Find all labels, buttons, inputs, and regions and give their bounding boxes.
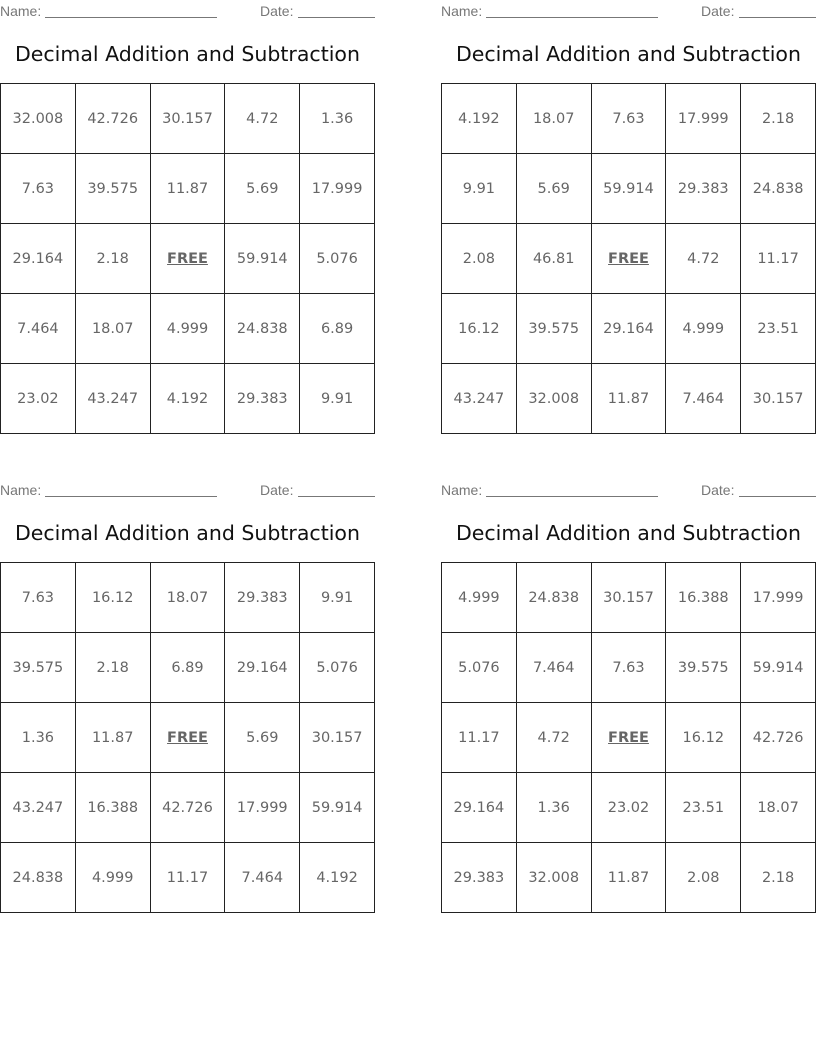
name-field[interactable] [486,496,658,497]
grid-cell[interactable]: 29.383 [666,154,741,224]
bingo-card-2 [441,0,816,440]
grid-cell[interactable]: 17.999 [666,84,741,154]
grid-row [442,364,816,434]
grid-cell[interactable]: 5.69 [225,154,300,224]
date-label: Date: [260,3,294,19]
date-field[interactable] [298,17,375,18]
name-field[interactable] [45,496,217,497]
grid-cell[interactable]: 4.72 [666,224,741,294]
grid-cell[interactable]: 32.008 [516,843,591,913]
grid-cell[interactable]: 43.247 [1,773,76,843]
grid-cell[interactable]: 2.18 [75,224,150,294]
grid-cell[interactable]: 16.388 [75,773,150,843]
grid-row [1,364,375,434]
grid-row [442,154,816,224]
grid-cell[interactable]: 29.164 [591,294,666,364]
grid-cell[interactable]: 16.388 [666,563,741,633]
name-field[interactable] [486,17,658,18]
grid-cell[interactable]: 42.726 [150,773,225,843]
date-field[interactable] [739,17,816,18]
worksheet-title: Decimal Addition and Subtraction [15,521,360,545]
grid-cell[interactable]: 2.18 [75,633,150,703]
grid-cell[interactable]: 39.575 [75,154,150,224]
grid-cell[interactable]: 7.464 [225,843,300,913]
name-label: Name: [0,3,42,19]
grid-cell[interactable]: 11.87 [591,843,666,913]
grid-cell[interactable]: 4.999 [75,843,150,913]
grid-cell[interactable]: 11.17 [741,224,816,294]
grid-cell[interactable]: 24.838 [1,843,76,913]
grid-cell[interactable]: 6.89 [150,633,225,703]
grid-row [1,703,375,773]
grid-row [442,294,816,364]
grid-cell[interactable]: 4.999 [442,563,517,633]
grid-cell[interactable]: 5.69 [516,154,591,224]
grid-cell[interactable]: 11.87 [591,364,666,434]
grid-cell[interactable]: 7.63 [591,633,666,703]
grid-cell[interactable]: 2.18 [741,843,816,913]
name-label: Name: [0,482,42,498]
grid-row [442,633,816,703]
grid-cell[interactable]: 17.999 [225,773,300,843]
card-header [0,482,375,498]
grid-cell[interactable]: 5.076 [300,224,375,294]
grid-cell[interactable]: 5.69 [225,703,300,773]
name-field[interactable] [45,17,217,18]
bingo-grid [0,562,375,913]
grid-cell[interactable]: 43.247 [442,364,517,434]
grid-cell[interactable]: 29.383 [225,364,300,434]
grid-cell[interactable]: 24.838 [225,294,300,364]
grid-cell[interactable]: 5.076 [300,633,375,703]
grid-cell[interactable]: 7.63 [1,154,76,224]
grid-cell[interactable]: 4.999 [150,294,225,364]
grid-cell[interactable]: 16.12 [442,294,517,364]
grid-cell[interactable]: 23.02 [591,773,666,843]
grid-cell[interactable]: 7.464 [1,294,76,364]
grid-cell[interactable]: 29.383 [225,563,300,633]
grid-row [1,633,375,703]
bingo-card-4 [441,479,816,919]
worksheet-title: Decimal Addition and Subtraction [456,42,801,66]
grid-cell[interactable]: 46.81 [516,224,591,294]
free-space-cell[interactable]: FREE [150,224,225,294]
grid-cell[interactable]: 4.192 [150,364,225,434]
grid-cell[interactable]: 16.12 [75,563,150,633]
grid-cell[interactable]: 1.36 [516,773,591,843]
grid-row [1,84,375,154]
grid-cell[interactable]: 11.17 [442,703,517,773]
grid-cell[interactable]: 39.575 [516,294,591,364]
grid-cell[interactable]: 43.247 [75,364,150,434]
grid-cell[interactable]: 1.36 [1,703,76,773]
grid-cell[interactable]: 6.89 [300,294,375,364]
grid-cell[interactable]: 18.07 [75,294,150,364]
bingo-card-1 [0,0,375,440]
bingo-card-3 [0,479,375,919]
date-label: Date: [701,482,735,498]
grid-cell[interactable]: 42.726 [741,703,816,773]
grid-row [1,224,375,294]
bingo-grid [0,83,375,434]
grid-row [1,563,375,633]
grid-cell[interactable]: 30.157 [150,84,225,154]
grid-cell[interactable]: 30.157 [741,364,816,434]
name-label: Name: [441,482,483,498]
grid-cell[interactable]: 24.838 [741,154,816,224]
grid-row [442,703,816,773]
grid-cell[interactable]: 5.076 [442,633,517,703]
grid-cell[interactable]: 4.192 [442,84,517,154]
grid-cell[interactable]: 32.008 [516,364,591,434]
grid-row [442,773,816,843]
grid-cell[interactable]: 42.726 [75,84,150,154]
grid-cell[interactable]: 23.51 [666,773,741,843]
grid-row [442,563,816,633]
grid-cell[interactable]: 7.464 [666,364,741,434]
grid-cell[interactable]: 4.999 [666,294,741,364]
grid-cell[interactable]: 18.07 [516,84,591,154]
grid-cell[interactable]: 29.164 [1,224,76,294]
grid-cell[interactable]: 29.383 [442,843,517,913]
name-label: Name: [441,3,483,19]
grid-cell[interactable]: 39.575 [1,633,76,703]
date-field[interactable] [298,496,375,497]
grid-cell[interactable]: 23.02 [1,364,76,434]
grid-cell[interactable]: 18.07 [150,563,225,633]
grid-cell[interactable]: 29.164 [225,633,300,703]
bingo-grid [441,83,816,434]
grid-cell[interactable]: 24.838 [516,563,591,633]
grid-row [1,843,375,913]
grid-cell[interactable]: 11.87 [150,154,225,224]
grid-cell[interactable]: 7.464 [516,633,591,703]
grid-cell[interactable]: 17.999 [300,154,375,224]
grid-cell[interactable]: 59.914 [225,224,300,294]
grid-row [442,224,816,294]
grid-cell[interactable]: 29.164 [442,773,517,843]
grid-cell[interactable]: 59.914 [591,154,666,224]
grid-cell[interactable]: 11.17 [150,843,225,913]
grid-cell[interactable]: 1.36 [300,84,375,154]
grid-cell[interactable]: 30.157 [300,703,375,773]
free-space-cell[interactable]: FREE [150,703,225,773]
grid-cell[interactable]: 9.91 [300,364,375,434]
grid-cell[interactable]: 18.07 [741,773,816,843]
grid-cell[interactable]: 2.08 [442,224,517,294]
card-header [0,3,375,19]
grid-row [1,154,375,224]
grid-cell[interactable]: 4.192 [300,843,375,913]
grid-cell[interactable]: 32.008 [1,84,76,154]
free-space-cell[interactable]: FREE [591,224,666,294]
free-space-cell[interactable]: FREE [591,703,666,773]
card-header [441,482,816,498]
worksheet-title: Decimal Addition and Subtraction [15,42,360,66]
date-label: Date: [260,482,294,498]
grid-cell[interactable]: 16.12 [666,703,741,773]
grid-cell[interactable]: 9.91 [300,563,375,633]
grid-cell[interactable]: 17.999 [741,563,816,633]
grid-cell[interactable]: 2.08 [666,843,741,913]
grid-cell[interactable]: 2.18 [741,84,816,154]
bingo-grid [441,562,816,913]
grid-cell[interactable]: 23.51 [741,294,816,364]
grid-cell[interactable]: 11.87 [75,703,150,773]
grid-row [1,294,375,364]
grid-cell[interactable]: 7.63 [591,84,666,154]
grid-cell[interactable]: 4.72 [225,84,300,154]
grid-row [1,773,375,843]
grid-cell[interactable]: 30.157 [591,563,666,633]
date-field[interactable] [739,496,816,497]
date-label: Date: [701,3,735,19]
grid-cell[interactable]: 59.914 [300,773,375,843]
grid-cell[interactable]: 39.575 [666,633,741,703]
grid-row [442,84,816,154]
grid-row [442,843,816,913]
grid-cell[interactable]: 7.63 [1,563,76,633]
grid-cell[interactable]: 9.91 [442,154,517,224]
grid-cell[interactable]: 4.72 [516,703,591,773]
worksheet-title: Decimal Addition and Subtraction [456,521,801,545]
grid-cell[interactable]: 59.914 [741,633,816,703]
card-header [441,3,816,19]
